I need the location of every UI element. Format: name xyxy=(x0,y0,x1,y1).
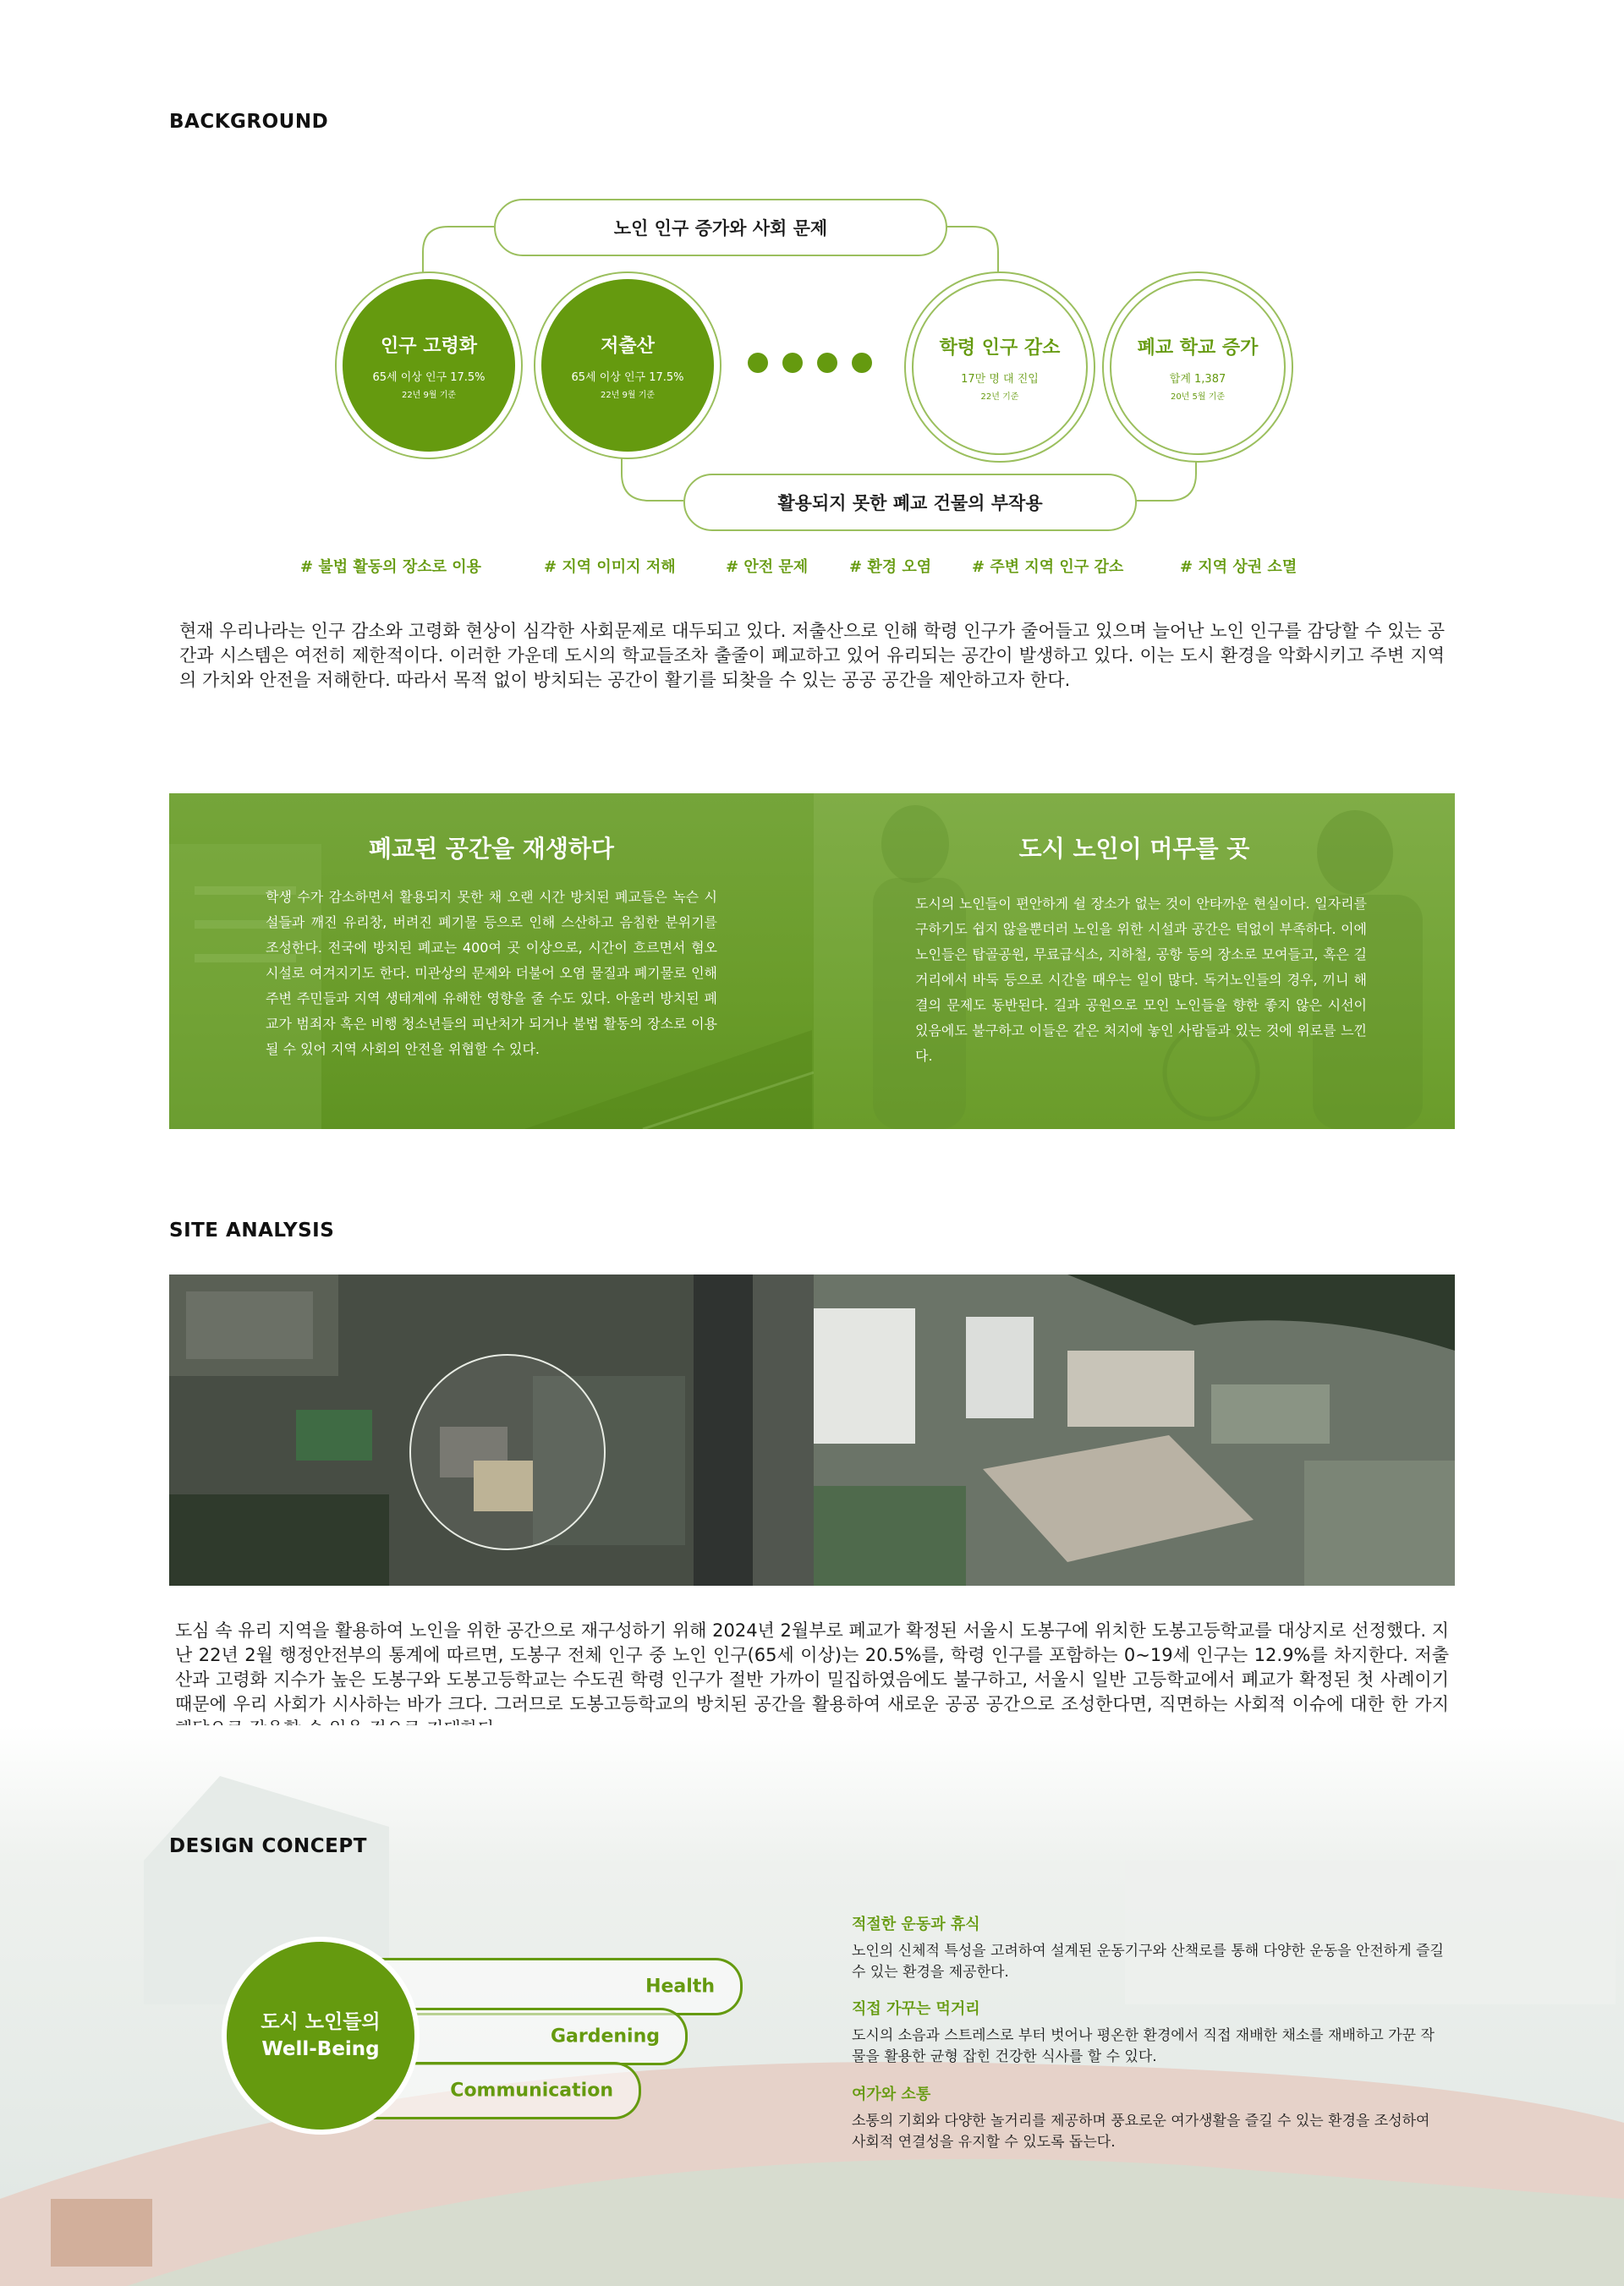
aerial-top-view xyxy=(169,1275,814,1586)
aerial-map-illustration xyxy=(169,1275,814,1586)
circle-title: 폐교 학교 증가 xyxy=(1137,337,1259,359)
ellipsis-dot xyxy=(852,353,872,373)
circle-student-decline xyxy=(912,279,1088,455)
concept-section-title: DESIGN CONCEPT xyxy=(169,1835,367,1857)
concept-item-body: 소통의 기회와 다양한 놀거리를 제공하며 풍요로운 여가생활을 즐길 수 있는 환경을 조성하여 사회적 연결성을 유지할 수 있도록 돕는다. xyxy=(852,2113,1430,2151)
circle-title: 인구 고령화 xyxy=(381,335,477,357)
circle-stat: 17만 명 대 진입 xyxy=(961,372,1039,386)
tag-population-decline: # 주변 지역 인구 감소 xyxy=(972,558,1124,576)
concept-item-heading: 적절한 운동과 휴식 xyxy=(852,1916,980,1933)
concept-item-heading: 직접 가꾸는 먹거리 xyxy=(852,2000,980,2018)
panel-regenerate xyxy=(169,793,814,1129)
circle-stat: 65세 이상 인구 17.5% xyxy=(571,370,684,384)
site-section-title: SITE ANALYSIS xyxy=(169,1220,335,1242)
circle-date: 22년 기준 xyxy=(980,392,1019,402)
circle-closed-schools xyxy=(1110,279,1286,455)
concept-item-heading: 여가와 소통 xyxy=(852,2086,931,2103)
tag-illegal-activity: # 불법 활동의 장소로 이용 xyxy=(300,558,482,576)
aerial-perspective-view xyxy=(814,1275,1455,1586)
panel-right-title: 도시 노인이 머무를 곳 xyxy=(1018,835,1250,863)
circle-title: 저출산 xyxy=(601,335,655,357)
tag-pollution: # 환경 오염 xyxy=(849,558,932,576)
circle-aging xyxy=(343,279,515,452)
lane-gardening-label: Gardening xyxy=(550,2026,660,2048)
circle-date: 22년 9월 기준 xyxy=(401,390,457,400)
site-paragraph: 도심 속 유리 지역을 활용하여 노인을 위한 공간으로 재구성하기 위해 2024년 2월부로 폐교가 확정된 서울시 도봉구에 위치한 도봉고등학교를 대상지로 선정했다. 지난 22년 2월 행정안전부의 통계에 따르면, 도봉구 전체 인구 중 노인 인구(65세 이상)는 20.5%를, 학령 인구를 포함하는 0~19세 인구는 12.9%를 차지한다. 저출산과 고령화 지수가 높은 도봉구와 도봉고등학교는 수도권 학령 인구가 절반 가까이 밀집하였음에도 불구하고, 서울시 일반 고등학교에서 폐교가 확정된 첫 사례이기 때문에 우리 사회가 시사하는 바가 크다. 그러므로 도봉고등학교의 방치된 공간을 활용하여 새로운 공공 공간으로 조성한다면, 직면하는 사회적 이슈에 대한 한 가지 xyxy=(175,1620,1449,1714)
ellipsis-dots-icon xyxy=(748,353,768,373)
concept-item-body: 도시의 소음과 스트레스로 부터 벗어나 평온한 환경에서 직접 재배한 채소를 재배하고 가꾼 작물을 활용한 균형 잡힌 건강한 식사를 할 수 있다. xyxy=(852,2027,1435,2065)
background-section-title: BACKGROUND xyxy=(169,111,329,133)
wellbeing-line1: 도시 노인들의 xyxy=(261,2011,381,2033)
circle-date: 20년 5월 기준 xyxy=(1170,392,1226,402)
circle-date: 22년 9월 기준 xyxy=(600,390,656,400)
tag-commerce-decline: # 지역 상권 소멸 xyxy=(1180,558,1298,576)
ellipsis-dot xyxy=(817,353,837,373)
aerial-3d-illustration xyxy=(814,1275,1455,1586)
wellbeing-circle xyxy=(227,1942,414,2130)
panel-left-body: 학생 수가 감소하면서 활용되지 못한 채 오랜 시간 방치된 폐교들은 녹슨 시설들과 깨진 유리창, 버려진 폐기물 등으로 인해 스산하고 음침한 분위기를 조성한다. 전국에 방치된 폐교는 400여 곳 이상으로, 시간이 흐르면서 혐오 시설로 여겨지기도 한다. 미관상의 문제와 더불어 오염 물질과 폐기물로 인해 주변 주민들과 지역 생태계에 유해한 영향을 줄 수도 있다. 아울러 방치된 폐교가 범죄자 혹은 비행 청소년들의 피난처가 되거나 불법 활동의 장소로 이용될 수 있어 지역 사회의 안전을 위협할 수 있다. xyxy=(266,889,717,1057)
lane-health-label: Health xyxy=(645,1976,715,1998)
bottom-pill: 활용되지 못한 폐교 건물의 부작용 xyxy=(683,474,1137,531)
tag-safety: # 안전 문제 xyxy=(726,558,809,576)
top-pill: 노인 인구 증가와 사회 문제 xyxy=(494,199,947,256)
tag-regional-image: # 지역 이미지 저해 xyxy=(544,558,676,576)
panel-right-body: 도시의 노인들이 편안하게 쉴 장소가 없는 것이 안타까운 현실이다. 일자리를 구하기도 쉽지 않을뿐더러 노인을 위한 시설과 공간은 턱없이 부족하다. 이에 노인들은 탑골공원, 무료급식소, 지하철, 공항 등의 장소로 모여들고, 혹은 길거리에서 바둑 등으로 시간을 때우는 일이 많다. 독거노인들의 경우, 끼니 해결의 문제도 동반된다. 길과 공원으로 모인 노인들을 향한 좋지 않은 시선이 있음에도 불구하고 이들은 같은 처지에 놓인 사람들과 있는 것에 위로를 느낀다. xyxy=(915,896,1367,1064)
circle-title: 학령 인구 감소 xyxy=(939,337,1061,359)
wellbeing-line2: Well-Being xyxy=(261,2038,380,2060)
circle-stat: 65세 이상 인구 17.5% xyxy=(372,370,486,384)
concept-item-body: 노인의 신체적 특성을 고려하여 설계된 운동기구와 산책로를 통해 다양한 운동을 안전하게 즐길 수 있는 환경을 제공한다. xyxy=(852,1943,1444,1981)
lane-communication-label: Communication xyxy=(450,2080,613,2102)
ellipsis-dot xyxy=(782,353,803,373)
background-paragraph: 현재 우리나라는 인구 감소와 고령화 현상이 심각한 사회문제로 대두되고 있다. 저출산으로 인해 학령 인구가 줄어들고 있으며 늘어난 노인 인구를 감당할 수 있는 공간과 시스템은 여전히 제한적이다. 이러한 가운데 도시의 학교들조차 출줄이 폐교하고 있어 유리되는 공간이 발생하고 있다. 이는 도시 환경을 악화시키고 주변 지역의 가치와 안전을 저해한다. 따라서 목적 없이 방치되는 공간이 활기를 되찾을 수 있는 공공 공간을 제안하고자 한다. xyxy=(179,621,1445,690)
circle-stat: 합계 1,387 xyxy=(1169,372,1226,386)
circle-low-birth xyxy=(541,279,714,452)
panel-left-title: 폐교된 공간을 재생하다 xyxy=(369,835,614,863)
panel-elderly-place xyxy=(814,793,1455,1129)
